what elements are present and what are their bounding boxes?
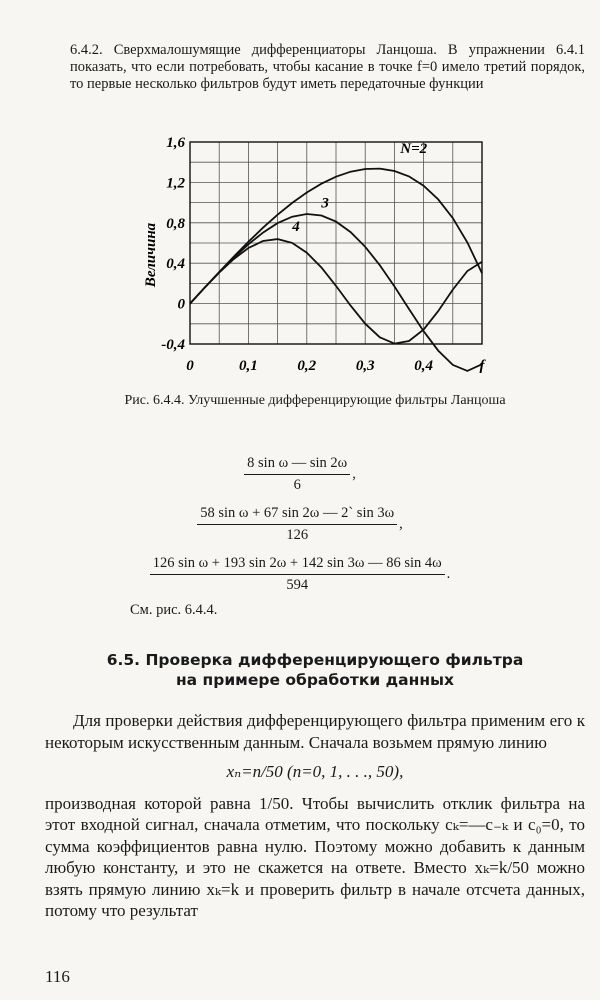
chart-grid	[190, 142, 482, 344]
chart-ticks	[161, 135, 486, 374]
x-tick-label: 0	[186, 358, 194, 374]
numerator: 58 sin ω + 67 sin 2ω — 2` sin 3ω	[197, 505, 397, 525]
equation: xₙ=n/50 (n=0, 1, . . ., 50),	[226, 762, 404, 781]
y-axis-label: Величина	[143, 222, 159, 288]
y-tick-label: 0	[177, 296, 185, 313]
denominator: 594	[286, 577, 309, 593]
denominator: 126	[286, 527, 309, 543]
exercise-text: 6.4.2. Сверхмалошумящие дифференциаторы Ланцоша. В упражнении 6.4.1 показать, что если потребовать, чтобы касание в точке f=0 имело третий порядок, то первые несколько фильтров будут иметь передаточные функции	[70, 42, 585, 92]
x-tick-label: 0,3	[355, 358, 375, 374]
punctuation: ,	[352, 466, 356, 482]
y-tick-label: 1,6	[166, 135, 185, 151]
section-heading-line-2: на примере обработки данных	[175, 671, 455, 689]
x-tick-label: f	[479, 358, 485, 374]
punctuation: .	[446, 566, 451, 582]
section-heading-line-1: 6.5. Проверка дифференцирующего фильтра	[106, 651, 524, 669]
section-heading	[80, 650, 550, 690]
series-label: 4	[292, 218, 300, 235]
formula-1	[0, 455, 600, 494]
fraction	[197, 505, 397, 544]
y-tick-label: -0,4	[161, 337, 185, 353]
series-label: 3	[321, 195, 329, 212]
formula-2	[0, 505, 600, 544]
figure-caption: Рис. 6.4.4. Улучшенные дифференцирующие фильтры Ланцоша	[124, 393, 506, 408]
paragraph-1: Для проверки действия дифференцирующего фильтра применим его к некоторым искусственным данным. Сначала возьмем прямую линию	[45, 711, 585, 752]
series-label: N=2	[400, 141, 428, 158]
fraction	[150, 555, 445, 594]
see-figure-reference: См. рис. 6.4.4.	[130, 602, 218, 618]
punctuation: ,	[399, 516, 403, 532]
lanczos-filter-chart	[135, 130, 495, 380]
denominator: 6	[293, 477, 301, 493]
y-tick-label: 1,2	[166, 175, 185, 192]
formula-3	[0, 555, 600, 594]
page-number: 116	[45, 967, 70, 986]
numerator: 8 sin ω — sin 2ω	[244, 455, 350, 475]
fraction	[244, 455, 350, 494]
x-tick-label: 0,1	[239, 358, 258, 374]
x-tick-label: 0,2	[297, 358, 317, 374]
body-text	[45, 710, 585, 922]
paragraph-2: производная которой равна 1/50. Чтобы вычислить отклик фильтра на этот входной сигнал, сначала отметим, что поскольку cₖ=—c₋ₖ и c₀=0, то сумма коэффициентов равна нулю. Поэтому можно добавить к данным любую константу, и это не скажется на ответе. Вместо xₖ=k/50 можно взять прямую линию xₖ=k и проверить фильтр в начале отсчета данных, потому что результат	[45, 793, 585, 920]
numerator: 126 sin ω + 193 sin 2ω + 142 sin 3ω — 86 sin 4ω	[150, 555, 445, 575]
x-tick-label: 0,4	[414, 358, 433, 374]
y-tick-label: 0,8	[166, 215, 185, 232]
y-tick-label: 0,4	[166, 256, 185, 273]
